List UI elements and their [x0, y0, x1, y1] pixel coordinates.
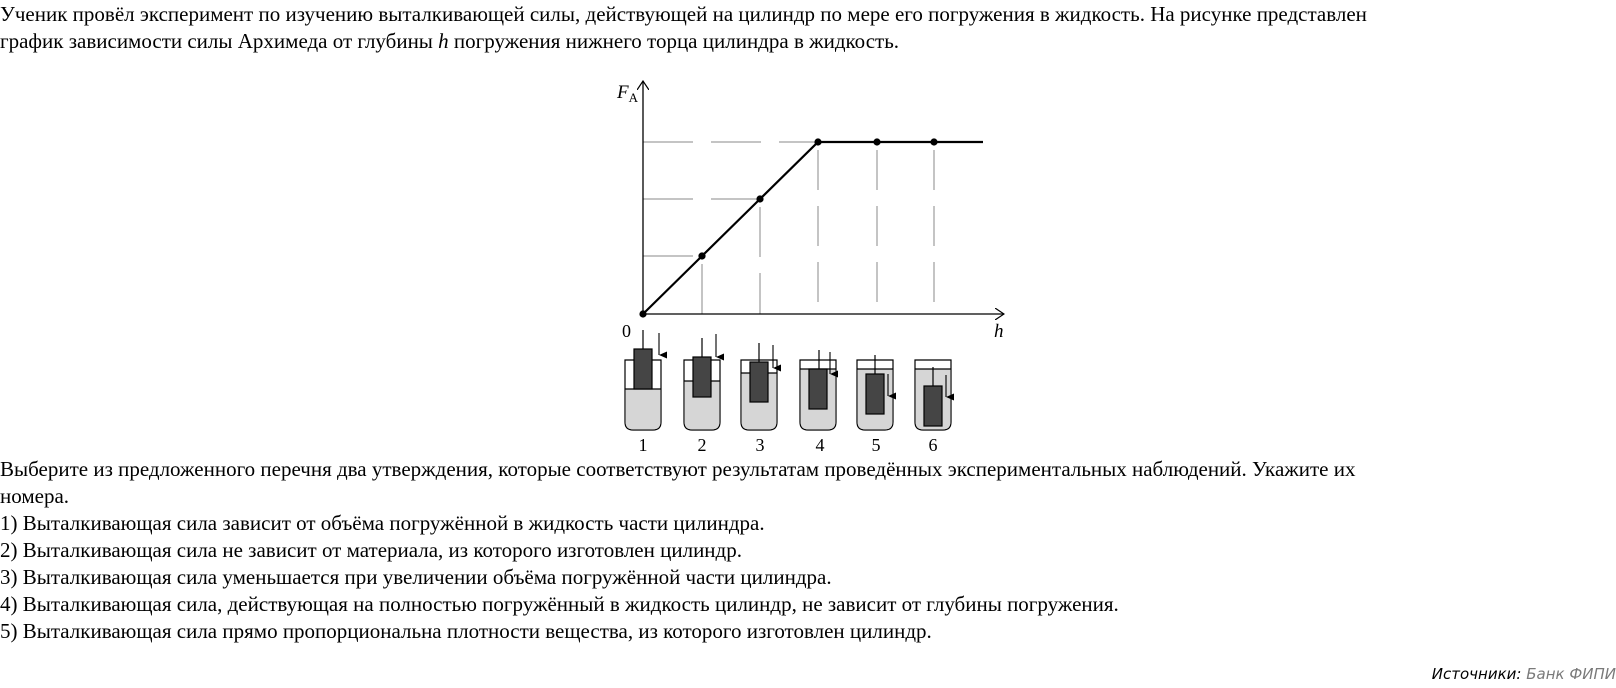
- beaker-4: [800, 350, 836, 430]
- source-label: Источники:: [1431, 665, 1522, 683]
- origin-label: 0: [622, 321, 631, 341]
- beaker-label-6: 6: [928, 435, 938, 455]
- force-depth-line: [643, 142, 983, 314]
- question-line-1: Выберите из предложенного перечня два утверждения, которые соответствуют результатам проведённых экспериментальных наблюдений. Укажите их: [0, 457, 1356, 481]
- chart-axes: [643, 81, 1004, 314]
- answer-option-3: 3) Выталкивающая сила уменьшается при увеличении объёма погружённой части цилиндра.: [0, 565, 832, 589]
- answer-option-5: 5) Выталкивающая сила прямо пропорциональна плотности вещества, из которого изготовлен цилиндр.: [0, 619, 932, 643]
- beaker-2: [684, 334, 720, 430]
- beaker-3: [741, 343, 777, 430]
- beaker-1: [625, 330, 661, 430]
- beaker-label-1: 1: [638, 435, 648, 455]
- beaker-label-3: 3: [755, 435, 765, 455]
- intro-line-2-end: погружения нижнего торца цилиндра в жидкость.: [448, 29, 900, 53]
- intro-line-2-start: график зависимости силы Архимеда от глубины: [0, 29, 439, 53]
- x-axis-label: h: [994, 321, 1004, 342]
- beaker-labels: [639, 435, 938, 455]
- answer-option-1: 1) Выталкивающая сила зависит от объёма погружённой в жидкость части цилиндра.: [0, 511, 765, 535]
- source-link[interactable]: Банк ФИПИ: [1526, 665, 1616, 683]
- beaker-label-2: 2: [697, 435, 707, 455]
- source-credit: [1432, 665, 1616, 683]
- y-axis-label: $F_A$: [617, 82, 638, 105]
- beaker-label-5: 5: [871, 435, 881, 455]
- question-line-2: номера.: [0, 484, 70, 508]
- depth-variable: h: [438, 29, 449, 53]
- answer-option-2: 2) Выталкивающая сила не зависит от материала, из которого изготовлен цилиндр.: [0, 538, 742, 562]
- question-text: [0, 456, 1356, 510]
- beaker-5: [857, 355, 893, 430]
- intro-line-1: Ученик провёл эксперимент по изучению выталкивающей силы, действующей на цилиндр по мере его погружения в жидкость. На рисунке представлен: [0, 2, 1367, 26]
- data-points: [639, 138, 937, 317]
- beaker-6: [915, 360, 951, 430]
- answer-option-4: 4) Выталкивающая сила, действующая на полностью погружённый в жидкость цилиндр, не зависит от глубины погружения.: [0, 592, 1119, 616]
- chart-gridlines: [643, 142, 934, 314]
- beaker-label-4: 4: [815, 435, 825, 455]
